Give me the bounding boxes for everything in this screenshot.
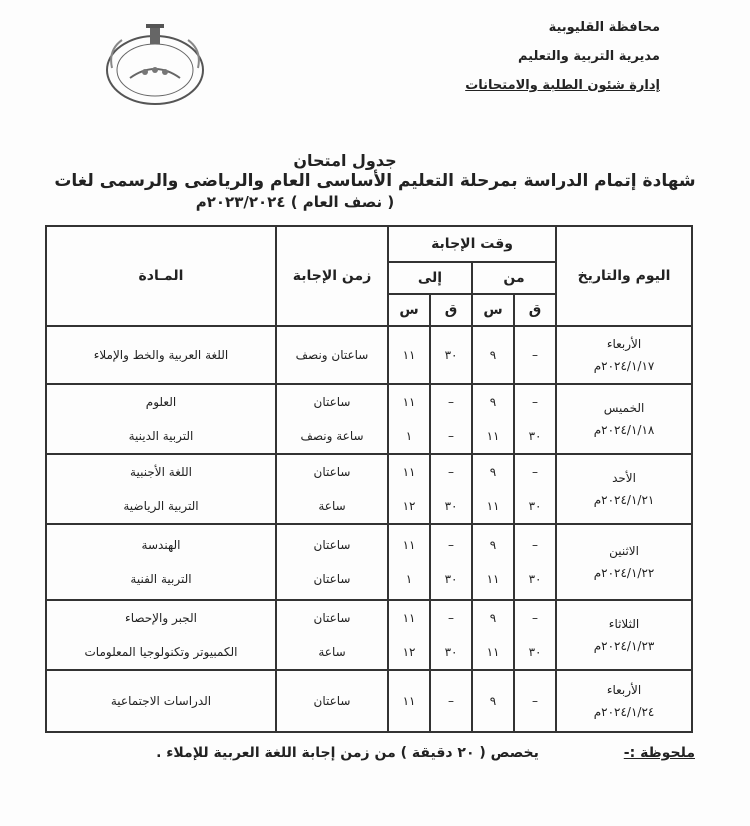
subject-value: الكمبيوتر وتكنولوجيا المعلومات bbox=[84, 645, 238, 659]
subject-cell bbox=[46, 326, 276, 384]
duration-value: ساعتان ونصف bbox=[295, 348, 369, 362]
to-hr-value: ١١ bbox=[402, 395, 416, 409]
subject-cell bbox=[46, 524, 276, 600]
from-min-value: – bbox=[532, 694, 539, 708]
to-hr-value: ١١ bbox=[402, 465, 416, 479]
to-hr-cell bbox=[388, 670, 430, 732]
to-min-value: ٣٠ bbox=[444, 572, 458, 586]
governorate-name: محافظة القليوبية bbox=[548, 20, 660, 35]
directorate-name: مديرية التربية والتعليم bbox=[517, 49, 660, 64]
to-min-value: ٣٠ bbox=[444, 499, 458, 513]
to-min-value: – bbox=[448, 465, 455, 479]
to-min-cell bbox=[430, 524, 472, 600]
from-hr-cell bbox=[472, 384, 514, 454]
from-min-value: ٣٠ bbox=[528, 429, 542, 443]
from-hr-value: ١١ bbox=[486, 429, 500, 443]
exam-date: ٢٠٢٤/١/١٨م bbox=[593, 423, 655, 437]
from-min-value: – bbox=[532, 465, 539, 479]
exam-date: ٢٠٢٤/١/٢٢م bbox=[593, 566, 655, 580]
subject-cell bbox=[46, 600, 276, 670]
duration-value: ساعتان bbox=[313, 611, 351, 625]
header-answer-time: وقت الإجابة bbox=[388, 226, 556, 262]
from-min-cell bbox=[514, 454, 556, 524]
from-hr-cell bbox=[472, 524, 514, 600]
from-min-value: ٣٠ bbox=[528, 572, 542, 586]
from-min-value: ٣٠ bbox=[528, 645, 542, 659]
from-min-value: ٣٠ bbox=[528, 499, 542, 513]
duration-cell bbox=[276, 524, 388, 600]
duration-cell bbox=[276, 670, 388, 732]
to-hr-cell bbox=[388, 524, 430, 600]
day-date-cell bbox=[556, 600, 692, 670]
duration-value: ساعتان bbox=[313, 395, 351, 409]
from-min-value: – bbox=[532, 348, 539, 362]
note-text: يخصص ( ٢٠ دقيقة ) من زمن إجابة اللغة العربية للإملاء . bbox=[156, 745, 539, 761]
from-hr-value: ٩ bbox=[489, 611, 497, 625]
day-name: الأربعاء bbox=[606, 337, 642, 351]
exam-date: ٢٠٢٤/١/٢٣م bbox=[593, 639, 655, 653]
from-hr-value: ٩ bbox=[489, 348, 497, 362]
schedule-row bbox=[46, 326, 692, 384]
from-min-cell bbox=[514, 384, 556, 454]
department-name: إدارة شئون الطلبة والامتحانات bbox=[465, 78, 660, 93]
to-min-value: – bbox=[448, 395, 455, 409]
header-day-date: اليوم والتاريخ bbox=[556, 226, 692, 326]
subject-value: الجبر والإحصاء bbox=[125, 611, 197, 625]
to-hr-value: ١١ bbox=[402, 611, 416, 625]
day-name: الأربعاء bbox=[606, 683, 642, 697]
to-min-value: ٣٠ bbox=[444, 645, 458, 659]
from-hr-value: ١١ bbox=[486, 645, 500, 659]
subject-value: اللغة العربية والخط والإملاء bbox=[93, 348, 229, 362]
term-title: ( نصف العام ) ٢٠٢٣/٢٠٢٤م bbox=[195, 193, 395, 211]
subject-value: الدراسات الاجتماعية bbox=[110, 694, 212, 708]
duration-value: ساعة bbox=[318, 499, 346, 513]
duration-value: ساعتان bbox=[313, 694, 351, 708]
to-hr-value: ١ bbox=[405, 429, 413, 443]
to-hr-cell bbox=[388, 454, 430, 524]
to-hr-cell bbox=[388, 326, 430, 384]
to-hr-value: ١ bbox=[405, 572, 413, 586]
day-name: الأحد bbox=[612, 471, 636, 485]
day-date-cell bbox=[556, 454, 692, 524]
from-hr-cell bbox=[472, 670, 514, 732]
subject-value: التربية الرياضية bbox=[123, 499, 199, 513]
exam-date: ٢٠٢٤/١/١٧م bbox=[593, 359, 655, 373]
note-label: ملحوظة :- bbox=[623, 745, 695, 761]
from-min-cell bbox=[514, 326, 556, 384]
governorate-seal-logo bbox=[100, 20, 210, 110]
header-to-hour: س bbox=[388, 294, 430, 326]
to-min-value: ٣٠ bbox=[444, 348, 458, 362]
to-min-cell bbox=[430, 326, 472, 384]
subject-value: اللغة الأجنبية bbox=[130, 465, 192, 479]
from-hr-value: ٩ bbox=[489, 694, 497, 708]
exam-title: جدول امتحان bbox=[293, 151, 397, 170]
to-min-cell bbox=[430, 600, 472, 670]
to-min-cell bbox=[430, 384, 472, 454]
header-from: من bbox=[472, 262, 556, 294]
from-min-value: – bbox=[532, 395, 539, 409]
to-min-cell bbox=[430, 670, 472, 732]
from-hr-cell bbox=[472, 600, 514, 670]
from-min-value: – bbox=[532, 611, 539, 625]
subject-value: العلوم bbox=[145, 395, 177, 409]
duration-cell bbox=[276, 384, 388, 454]
schedule-row bbox=[46, 670, 692, 732]
from-min-cell bbox=[514, 670, 556, 732]
from-min-cell bbox=[514, 600, 556, 670]
header-to-minute: ق bbox=[430, 294, 472, 326]
duration-value: ساعتان bbox=[313, 465, 351, 479]
day-name: الخميس bbox=[603, 401, 645, 415]
to-min-value: – bbox=[448, 429, 455, 443]
header-duration: زمن الإجابة bbox=[276, 226, 388, 326]
to-hr-value: ١٢ bbox=[402, 499, 416, 513]
day-date-cell bbox=[556, 524, 692, 600]
header-subject: المـادة bbox=[46, 226, 276, 326]
duration-value: ساعتان bbox=[313, 572, 351, 586]
to-hr-cell bbox=[388, 384, 430, 454]
day-date-cell bbox=[556, 326, 692, 384]
duration-cell bbox=[276, 326, 388, 384]
day-name: الثلاثاء bbox=[608, 617, 640, 631]
header-from-hour: س bbox=[472, 294, 514, 326]
schedule-row bbox=[46, 600, 692, 670]
to-hr-value: ١١ bbox=[402, 538, 416, 552]
schedule-row bbox=[46, 454, 692, 524]
to-hr-value: ١٢ bbox=[402, 645, 416, 659]
from-hr-value: ٩ bbox=[489, 538, 497, 552]
subject-cell bbox=[46, 670, 276, 732]
to-hr-value: ١١ bbox=[402, 348, 416, 362]
to-hr-cell bbox=[388, 600, 430, 670]
duration-value: ساعة ونصف bbox=[300, 429, 364, 443]
subject-cell bbox=[46, 384, 276, 454]
from-min-value: – bbox=[532, 538, 539, 552]
to-hr-value: ١١ bbox=[402, 694, 416, 708]
to-min-value: – bbox=[448, 694, 455, 708]
to-min-value: – bbox=[448, 538, 455, 552]
duration-cell bbox=[276, 600, 388, 670]
from-min-cell bbox=[514, 524, 556, 600]
duration-value: ساعة bbox=[318, 645, 346, 659]
exam-date: ٢٠٢٤/١/٢١م bbox=[593, 493, 655, 507]
header-to: إلى bbox=[388, 262, 472, 294]
to-min-value: – bbox=[448, 611, 455, 625]
duration-cell bbox=[276, 454, 388, 524]
certificate-title: شهادة إتمام الدراسة بمرحلة التعليم الأساسى العام والرياضى والرسمى لغات bbox=[54, 171, 696, 191]
note-block bbox=[70, 745, 695, 761]
duration-value: ساعتان bbox=[313, 538, 351, 552]
header-from-minute: ق bbox=[514, 294, 556, 326]
schedule-body bbox=[46, 326, 692, 732]
from-hr-cell bbox=[472, 454, 514, 524]
subject-value: التربية الفنية bbox=[130, 572, 192, 586]
from-hr-value: ٩ bbox=[489, 395, 497, 409]
schedule-row bbox=[46, 524, 692, 600]
day-name: الاثنين bbox=[609, 544, 639, 558]
day-date-cell bbox=[556, 670, 692, 732]
from-hr-value: ١١ bbox=[486, 572, 500, 586]
to-min-cell bbox=[430, 454, 472, 524]
exam-date: ٢٠٢٤/١/٢٤م bbox=[593, 705, 655, 719]
exam-title-block bbox=[40, 150, 710, 213]
subject-cell bbox=[46, 454, 276, 524]
subject-value: الهندسة bbox=[141, 538, 181, 552]
from-hr-value: ١١ bbox=[486, 499, 500, 513]
from-hr-cell bbox=[472, 326, 514, 384]
issuer-header bbox=[465, 20, 660, 107]
exam-schedule-table bbox=[45, 225, 693, 733]
from-hr-value: ٩ bbox=[489, 465, 497, 479]
day-date-cell bbox=[556, 384, 692, 454]
subject-value: التربية الدينية bbox=[128, 429, 194, 443]
schedule-row bbox=[46, 384, 692, 454]
